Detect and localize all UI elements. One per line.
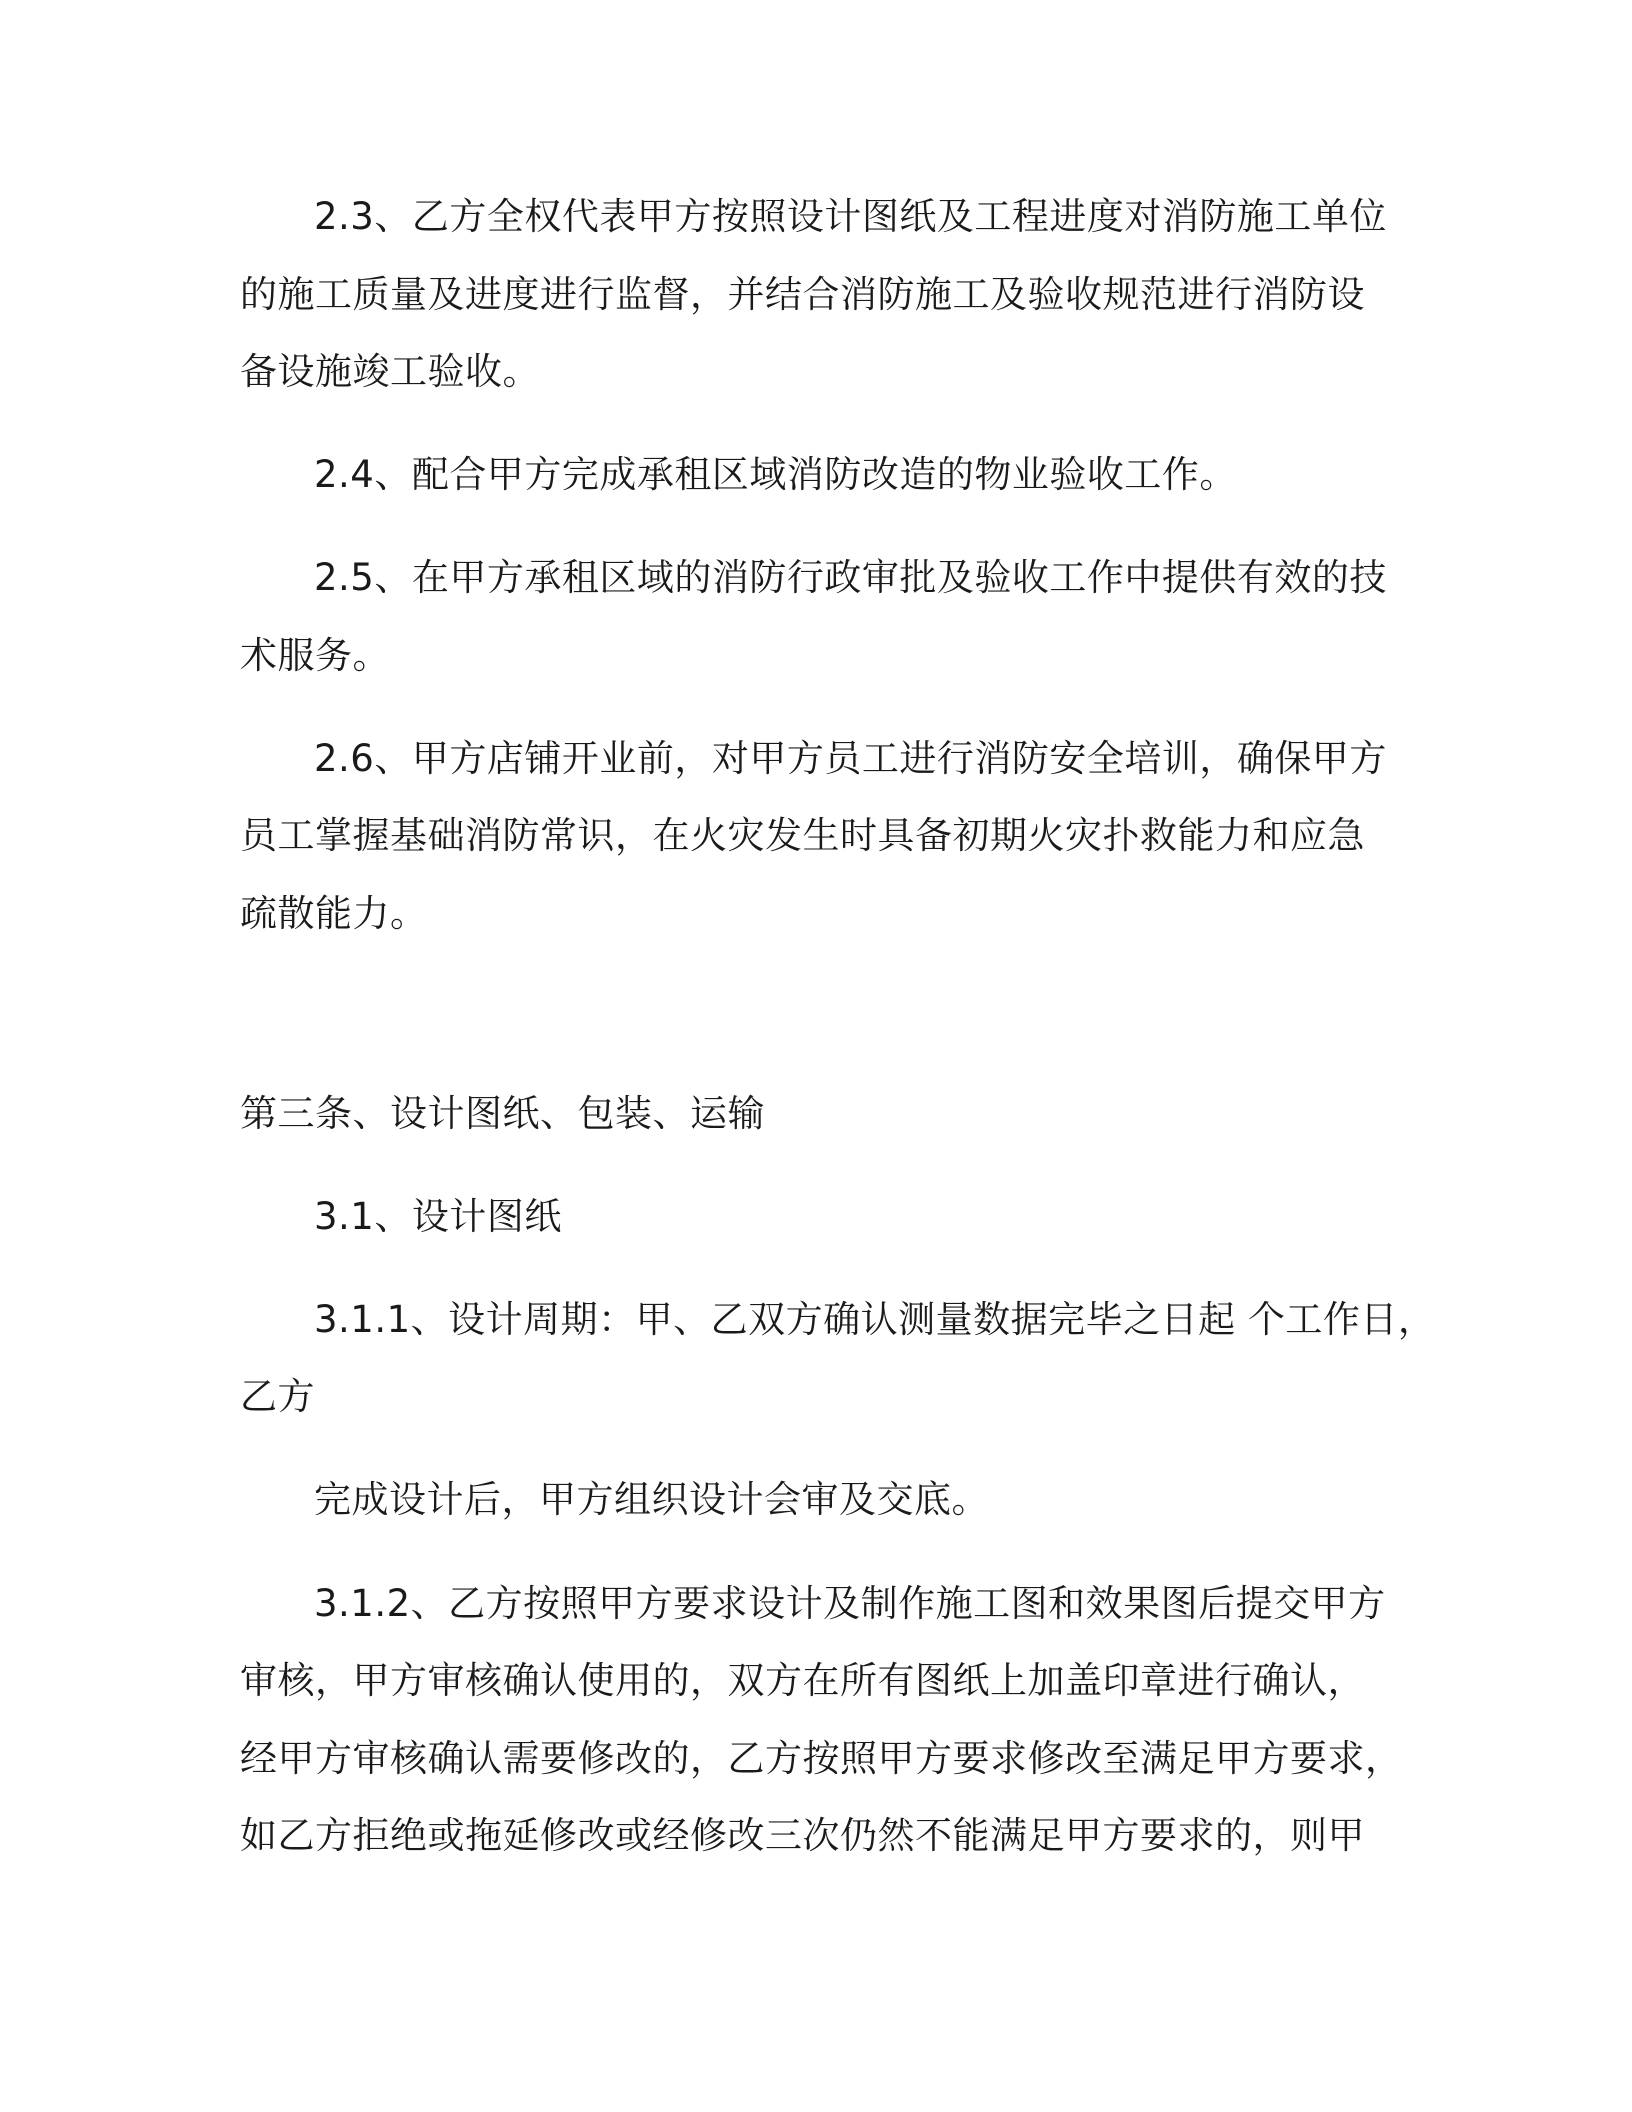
paragraph-2-6-line-1: 2.6、甲方店铺开业前，对甲方员工进行消防安全培训，确保甲方 [314, 737, 1387, 780]
paragraph-2-4-line-1: 2.4、配合甲方完成承租区域消防改造的物业验收工作。 [314, 453, 1237, 496]
paragraph-2-3-line-3: 备设施竣工验收。 [240, 350, 540, 393]
paragraph-3-1-2-line-2: 审核，甲方审核确认使用的，双方在所有图纸上加盖印章进行确认， [240, 1659, 1365, 1702]
paragraph-3-1-1-line-1: 3.1.1、设计周期：甲、乙双方确认测量数据完毕之日起 个工作日， [314, 1298, 1436, 1341]
paragraph-3-1-2-line-1: 3.1.2、乙方按照甲方要求设计及制作施工图和效果图后提交甲方 [314, 1582, 1386, 1625]
paragraph-3-1-2-line-3: 经甲方审核确认需要修改的，乙方按照甲方要求修改至满足甲方要求， [240, 1737, 1403, 1780]
paragraph-2-5-line-2: 术服务。 [240, 634, 390, 677]
paragraph-2-3-line-2: 的施工质量及进度进行监督，并结合消防施工及验收规范进行消防设 [240, 273, 1365, 316]
paragraph-3-1-1-continuation: 完成设计后，甲方组织设计会审及交底。 [314, 1478, 989, 1521]
section-3-heading: 第三条、设计图纸、包装、运输 [240, 1092, 765, 1135]
paragraph-2-6-line-2: 员工掌握基础消防常识，在火灾发生时具备初期火灾扑救能力和应急 [240, 814, 1365, 857]
subsection-3-1-heading: 3.1、设计图纸 [314, 1195, 562, 1238]
paragraph-3-1-1-line-2: 乙方 [240, 1375, 315, 1418]
paragraph-2-3-line-1: 2.3、乙方全权代表甲方按照设计图纸及工程进度对消防施工单位 [314, 195, 1387, 238]
paragraph-3-1-2-line-4: 如乙方拒绝或拖延修改或经修改三次仍然不能满足甲方要求的，则甲 [240, 1814, 1365, 1857]
paragraph-2-6-line-3: 疏散能力。 [240, 892, 428, 935]
paragraph-2-5-line-1: 2.5、在甲方承租区域的消防行政审批及验收工作中提供有效的技 [314, 556, 1387, 599]
